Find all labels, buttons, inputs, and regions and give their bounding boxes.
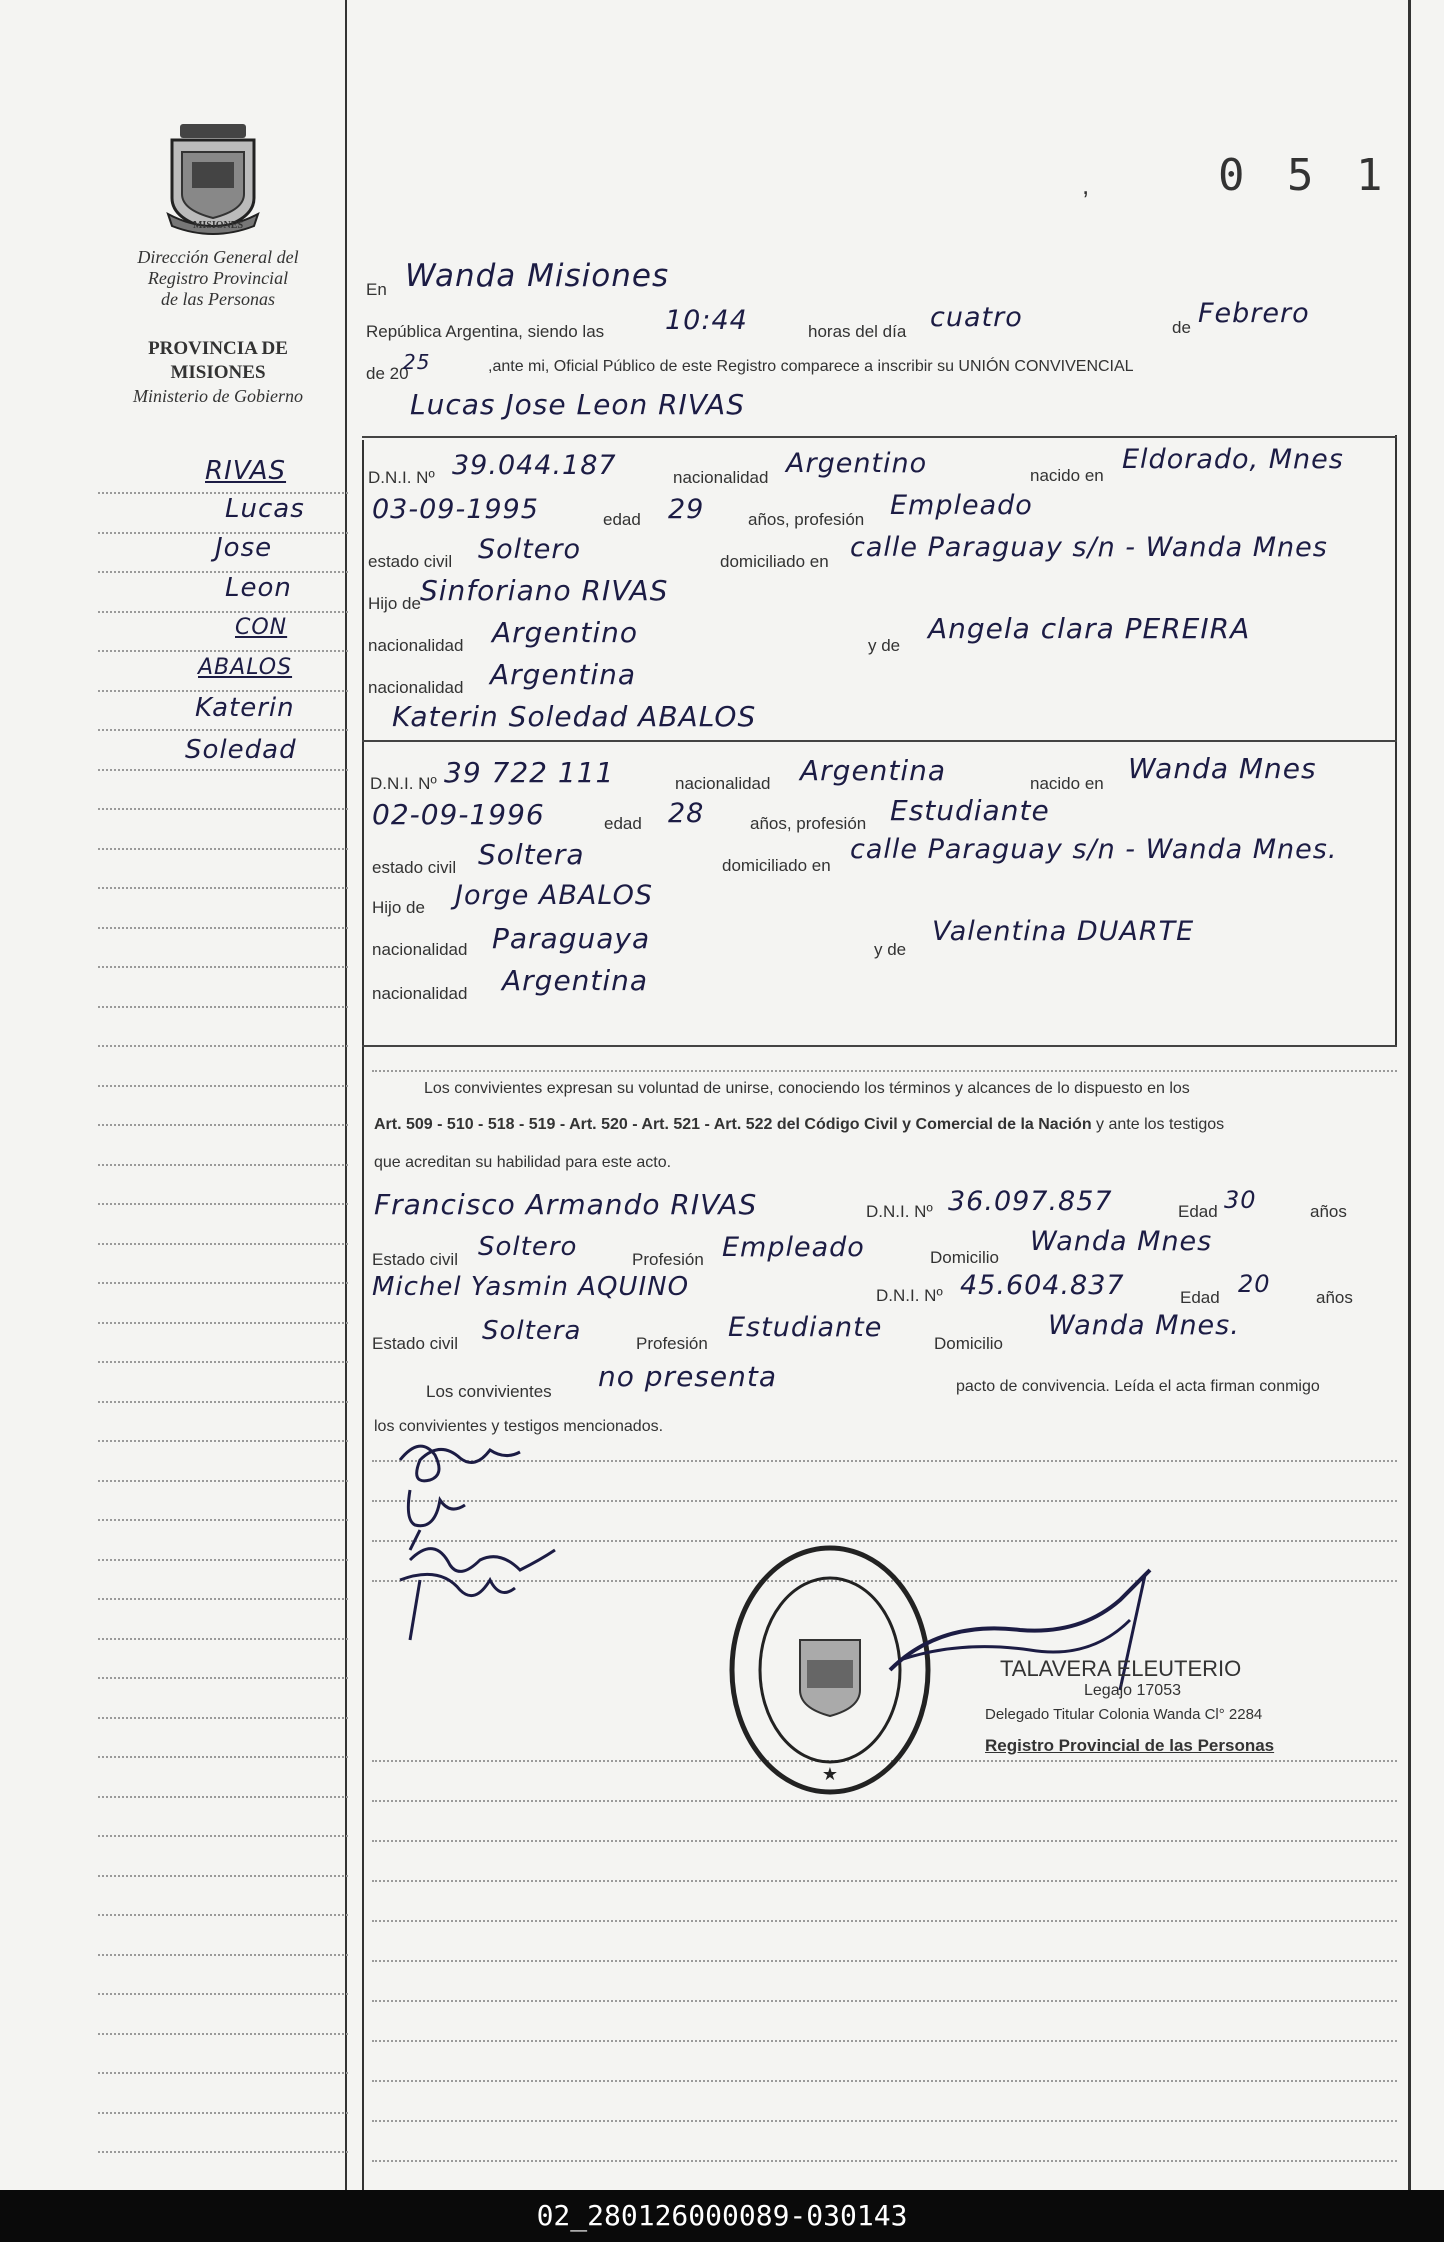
margin-line [98,2151,348,2153]
margin-line [98,650,348,652]
margin-line [98,769,348,771]
w1-anos-label: años [1310,1202,1347,1221]
p1-domiciliado-label: domiciliado en [720,552,829,571]
w2-anos-label: años [1316,1288,1353,1307]
legal-line-2-rest: y ante los testigos [1091,1116,1225,1133]
margin-note-name5: Soledad [185,735,297,765]
p1-hijo-label: Hijo de [368,594,421,613]
horas-label: horas del día [808,322,907,341]
margin-line [98,1756,348,1758]
w2-name-value: Michel Yasmin AQUINO [372,1272,690,1302]
body-line [372,1960,1397,1962]
p1-domicilio-value: calle Paraguay s/n - Wanda Mnes [850,532,1328,563]
p2-nac-madre-value: Argentina [502,964,649,997]
p1-yde-label: y de [868,636,901,655]
province-line-1: PROVINCIA DE [148,338,288,359]
w1-edad-value: 30 [1224,1186,1257,1214]
p2-birthdate-value: 02-09-1996 [372,798,545,831]
margin-line [98,1717,348,1719]
right-edge-rule [1408,0,1411,2190]
p2-nac-padre-value: Paraguaya [492,922,651,955]
margin-line [98,611,348,613]
p2-nacido-label: nacido en [1030,774,1104,793]
p1-nacido-value: Eldorado, Mnes [1122,444,1344,475]
margin-line [98,492,348,494]
separator [362,436,1397,438]
p2-edad-label: edad [604,814,642,833]
pacto-rest: pacto de convivencia. Leída el acta firman conmigo [956,1378,1320,1395]
body-line [372,2120,1397,2122]
p2-profesion-value: Estudiante [890,794,1050,827]
body-line [372,2000,1397,2002]
pacto-value: no presenta [598,1360,777,1393]
w2-estado-label: Estado civil [372,1334,458,1353]
official-name: TALAVERA ELEUTERIO [1000,1656,1242,1681]
org-line-3: de las Personas [161,289,275,309]
p1-nacido-label: nacido en [1030,466,1104,485]
p1-nac-padre-label: nacionalidad [368,636,464,655]
p2-madre-value: Valentina DUARTE [932,916,1195,947]
de-label: de [1172,318,1191,337]
p1-nacionalidad-value: Argentino [786,448,928,479]
w1-estado-value: Soltero [478,1232,578,1262]
tick-mark: , [1082,170,1090,200]
margin-line [98,729,348,731]
p1-profesion-value: Empleado [890,490,1033,521]
person1-name: Lucas Jose Leon RIVAS [410,388,745,421]
margin-line [98,848,348,850]
w2-edad-label: Edad [1180,1288,1220,1307]
page-number: 0 5 1 [1218,150,1391,201]
margin-line [98,1164,348,1166]
margin-line [98,1993,348,1995]
official-registro: Registro Provincial de las Personas [985,1736,1275,1755]
legal-line-3: que acreditan su habilidad para este acto. [374,1154,672,1171]
pacto-label: Los convivientes [426,1382,552,1401]
margin-line [98,1559,348,1561]
body-line [372,1840,1397,1842]
ministry-line: Ministerio de Gobierno [133,386,303,406]
footer-code: 02_280126000089-030143 [0,2190,1444,2242]
p2-estado-value: Soltera [478,838,585,871]
legal-line-2 [374,1116,1224,1134]
org-line-2: Registro Provincial [147,268,289,288]
emblem-caption: MISIONES [192,220,243,231]
p2-estado-label: estado civil [372,858,457,877]
body-line [372,1920,1397,1922]
p2-hijo-label: Hijo de [372,898,425,917]
body-line [372,2080,1397,2082]
org-line-1: Dirección General del [137,247,299,267]
margin-line [98,1519,348,1521]
comparece-text: ,ante mi, Oficial Público de este Registro comparece a inscribir su UNIÓN CONVIVENCIAL [488,358,1134,375]
p1-anos-label: años, profesión [748,510,865,529]
p1-estado-label: estado civil [368,552,453,571]
p2-nac-padre-label: nacionalidad [372,940,468,959]
margin-note-con: CON [235,615,288,640]
p1-nac-padre-value: Argentino [492,616,639,649]
p1-dni-label: D.N.I. Nº [368,468,435,487]
w2-edad-value: 20 [1238,1270,1271,1298]
w1-dni-value: 36.097.857 [948,1186,1113,1217]
province-line-2: MISIONES [170,362,266,383]
margin-line [98,887,348,889]
margin-note-name4: Katerin [195,693,295,723]
w1-profesion-label: Profesión [632,1250,704,1269]
p1-nacionalidad-label: nacionalidad [673,468,769,487]
en-label: En [366,280,387,299]
margin-line [98,966,348,968]
margin-line [98,1085,348,1087]
body-line [372,2040,1397,2042]
margin-line [98,808,348,810]
p2-dni-value: 39 722 111 [444,756,615,789]
p2-domiciliado-label: domiciliado en [722,856,831,875]
p1-birthdate-value: 03-09-1995 [372,494,539,525]
p1-edad-value: 29 [668,494,705,525]
w2-estado-value: Soltera [482,1316,582,1346]
margin-line [98,1243,348,1245]
p2-nacido-value: Wanda Mnes [1128,752,1317,785]
w1-edad-label: Edad [1178,1202,1218,1221]
legal-line-1: Los convivientes expresan su voluntad de unirse, conociendo los términos y alcances de lo dispuesto en los [424,1080,1190,1097]
p2-yde-label: y de [874,940,907,959]
signature-block [380,1430,580,1650]
p2-nac-madre-label: nacionalidad [372,984,468,1003]
margin-line [98,1006,348,1008]
p1-nac-madre-label: nacionalidad [368,678,464,697]
p1-edad-label: edad [603,510,641,529]
w1-domicilio-label: Domicilio [930,1248,999,1267]
margin-line [98,1875,348,1877]
content-left-rule [362,440,364,2190]
person2-name: Katerin Soledad ABALOS [392,700,757,733]
margin-line [98,2112,348,2114]
margin-note-name1: Lucas [225,494,305,524]
p1-nac-madre-value: Argentina [490,658,637,691]
w1-dni-label: D.N.I. Nº [866,1202,933,1221]
margin-note-surname: RIVAS [205,456,287,486]
left-margin-rule [345,0,347,2190]
body-line [372,1070,1397,1072]
margin-line [98,1440,348,1442]
p2-dni-label: D.N.I. Nº [370,774,437,793]
w2-domicilio-label: Domicilio [934,1334,1003,1353]
p1-dni-value: 39.044.187 [452,450,617,481]
month-value: Febrero [1198,298,1310,329]
time-value: 10:44 [665,305,748,336]
margin-line [98,1045,348,1047]
day-value: cuatro [930,302,1023,333]
margin-line [98,1914,348,1916]
w1-estado-label: Estado civil [372,1250,458,1269]
margin-line [98,1282,348,1284]
official-delegado: Delegado Titular Colonia Wanda Cl° 2284 [985,1706,1263,1723]
year-suffix-value: 25 [403,350,431,374]
w2-domicilio-value: Wanda Mnes. [1048,1310,1240,1341]
margin-note-name2: Jose [215,533,273,563]
p2-nacionalidad-label: nacionalidad [675,774,771,793]
w1-profesion-value: Empleado [722,1232,865,1263]
margin-line [98,571,348,573]
w2-profesion-value: Estudiante [728,1312,883,1343]
p1-estado-value: Soltero [478,534,581,565]
body-line [372,1800,1397,1802]
svg-text:★: ★ [821,1764,839,1785]
p2-domicilio-value: calle Paraguay s/n - Wanda Mnes. [850,834,1338,865]
body-line [372,1880,1397,1882]
republica-label: República Argentina, siendo las [366,322,605,341]
w2-dni-value: 45.604.837 [960,1270,1125,1301]
p1-madre-value: Angela clara PEREIRA [928,612,1251,645]
p2-nacionalidad-value: Argentina [800,754,947,787]
p2-edad-value: 28 [668,798,705,829]
pacto-line-2: los convivientes y testigos mencionados. [374,1418,664,1435]
margin-line [98,1835,348,1837]
margin-line [98,1480,348,1482]
margin-line [98,690,348,692]
p2-padre-value: Jorge ABALOS [455,880,653,911]
margin-line [98,1401,348,1403]
margin-line [98,1124,348,1126]
margin-line [98,1203,348,1205]
margin-line [98,1361,348,1363]
w2-dni-label: D.N.I. Nº [876,1286,943,1305]
place-value: Wanda Misiones [405,258,670,294]
body-line [372,2160,1397,2162]
margin-line [98,1638,348,1640]
margin-line [98,1796,348,1798]
w1-name-value: Francisco Armando RIVAS [374,1188,758,1221]
w1-domicilio-value: Wanda Mnes [1030,1226,1213,1257]
margin-line [98,2033,348,2035]
margin-line [98,1954,348,1956]
official-legajo: Legajo 17053 [1084,1682,1181,1699]
separator [362,1045,1397,1047]
legal-articles: Art. 509 - 510 - 518 - 519 - Art. 520 - Art. 521 - Art. 522 del Código Civil y Comercial de la Nación [374,1116,1092,1133]
w2-profesion-label: Profesión [636,1334,708,1353]
p1-padre-value: Sinforiano RIVAS [420,574,669,607]
margin-line [98,2072,348,2074]
margin-line [98,927,348,929]
margin-line [98,1677,348,1679]
year-label: de 20 [366,364,409,383]
margin-note-surname2: ABALOS [198,655,293,680]
margin-note-name3: Leon [225,573,292,603]
margin-line [98,1322,348,1324]
separator [362,740,1397,742]
margin-line [98,1598,348,1600]
p2-anos-label: años, profesión [750,814,867,833]
